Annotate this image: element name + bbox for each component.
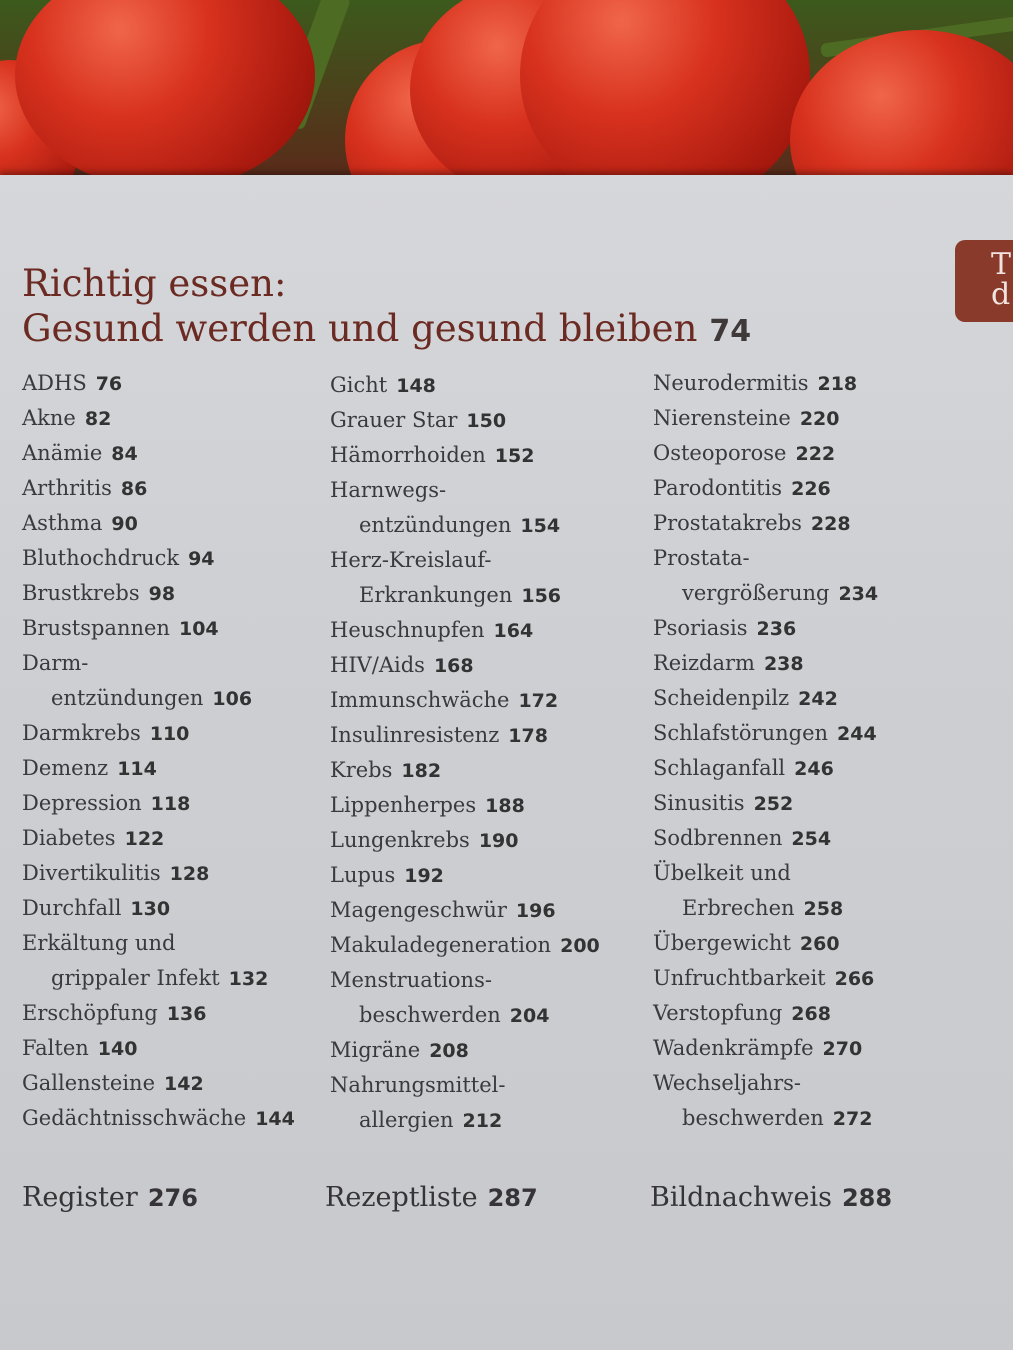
chapter-heading: [22, 261, 892, 354]
chapter-page-number: 74: [709, 313, 752, 349]
toc-entry: [330, 928, 600, 963]
toc-entry-title: Schlaganfall: [653, 756, 786, 780]
tomato-photo: [0, 0, 1013, 180]
footer-entry-page: 276: [147, 1184, 198, 1212]
toc-entry-page: 114: [117, 758, 157, 780]
toc-entry: [22, 961, 295, 996]
toc-entry-page: 218: [817, 373, 858, 395]
toc-entry-title: Psoriasis: [653, 616, 748, 640]
toc-entry-page: 260: [799, 933, 840, 955]
toc-entry: [653, 471, 878, 506]
toc-entry: [330, 718, 600, 753]
toc-entry-page: 122: [124, 828, 165, 850]
toc-entry-page: 106: [212, 688, 253, 710]
toc-entry-title: Migräne: [330, 1038, 421, 1062]
toc-entry: [22, 646, 295, 681]
toc-entry-title: Erkrankungen: [359, 583, 513, 607]
toc-entry-page: 204: [509, 1005, 550, 1027]
toc-entry: [330, 998, 600, 1033]
toc-entry: [653, 506, 878, 541]
toc-entry-page: 148: [396, 375, 436, 397]
toc-entry-title: Magengeschwür: [330, 898, 507, 922]
toc-entry: [330, 403, 600, 438]
toc-entry: [653, 1101, 878, 1136]
toc-entry-page: 258: [803, 898, 844, 920]
toc-entry-page: 268: [791, 1003, 831, 1025]
toc-entry: [22, 856, 295, 891]
toc-entry: [330, 543, 600, 578]
toc-entry-title: Lupus: [330, 863, 396, 887]
toc-entry-page: 150: [466, 410, 507, 432]
toc-entry-page: 266: [834, 968, 875, 990]
toc-entry-title: beschwerden: [682, 1106, 824, 1130]
toc-entry-title: Bluthochdruck: [22, 546, 180, 570]
toc-entry-title: Sodbrennen: [653, 826, 783, 850]
toc-entry: [330, 963, 600, 998]
toc-entry-title: Neurodermitis: [653, 371, 809, 395]
toc-entry-page: 84: [111, 443, 138, 465]
toc-entry: [653, 611, 878, 646]
toc-entry: [653, 436, 878, 471]
toc-entry: [330, 753, 600, 788]
toc-entry-page: 118: [150, 793, 191, 815]
toc-entry-page: 178: [508, 725, 548, 747]
footer-entry-register: [22, 1178, 198, 1218]
toc-entry-title: Akne: [22, 406, 76, 430]
toc-entry-page: 236: [756, 618, 797, 640]
toc-entry-title: Herz-Kreislauf-: [330, 548, 492, 572]
toc-entry-page: 182: [401, 760, 442, 782]
toc-entry-page: 76: [95, 373, 123, 395]
toc-entry-title: Wechseljahrs-: [653, 1071, 801, 1095]
toc-entry-title: Erbrechen: [682, 896, 795, 920]
toc-entry-title: Divertikulitis: [22, 861, 161, 885]
toc-entry-title: Makuladegeneration: [330, 933, 552, 957]
toc-entry-title: Gedächtnisschwäche: [22, 1106, 247, 1130]
toc-entry-page: 132: [228, 968, 269, 990]
side-tab-line1: T: [991, 247, 1012, 282]
toc-entry-title: Verstopfung: [653, 1001, 783, 1025]
toc-entry-page: 220: [799, 408, 840, 430]
chapter-heading-line1: Richtig essen:: [22, 261, 287, 305]
toc-entry-page: 242: [798, 688, 838, 710]
toc-entry-page: 192: [404, 865, 444, 887]
toc-entry-page: 238: [763, 653, 804, 675]
toc-entry-page: 168: [433, 655, 474, 677]
toc-entry-title: Arthritis: [22, 476, 112, 500]
toc-entry: [653, 646, 878, 681]
footer-entry-page: 288: [841, 1184, 893, 1212]
toc-entry: [22, 471, 295, 506]
toc-entry-title: Unfruchtbarkeit: [653, 966, 826, 990]
footer-entry-page: 287: [487, 1184, 538, 1212]
toc-entry: [330, 1068, 600, 1103]
footer-entry-rezeptliste: [325, 1178, 538, 1218]
toc-entry-title: Immunschwäche: [330, 688, 510, 712]
toc-entry-title: entzündungen: [51, 686, 204, 710]
toc-entry: [330, 473, 600, 508]
toc-entry-page: 86: [120, 478, 148, 500]
toc-entry-title: Osteoporose: [653, 441, 787, 465]
toc-entry: [653, 996, 878, 1031]
toc-entry-title: Schlafstörungen: [653, 721, 829, 745]
toc-entry: [330, 1033, 600, 1068]
toc-entry-title: beschwerden: [359, 1003, 501, 1027]
toc-entry: [22, 1031, 295, 1066]
toc-entry: [22, 996, 295, 1031]
toc-entry: [22, 1066, 295, 1101]
footer-entry-bildnachweis: [650, 1178, 892, 1218]
toc-entry: [22, 821, 295, 856]
toc-entry-page: 164: [493, 620, 534, 642]
toc-entry-title: Hämorrhoiden: [330, 443, 486, 467]
footer-entry-label: Register: [22, 1182, 138, 1213]
toc-entry-page: 190: [478, 830, 519, 852]
toc-entry-title: Nierensteine: [653, 406, 791, 430]
toc-entry-page: 94: [188, 548, 215, 570]
toc-entry: [653, 926, 878, 961]
toc-entry: [330, 613, 600, 648]
toc-entry-page: 136: [166, 1003, 207, 1025]
toc-entry: [330, 508, 600, 543]
toc-column-2: [330, 368, 600, 1138]
toc-entry-title: Prostata-: [653, 546, 750, 570]
toc-entry: [653, 716, 878, 751]
toc-entry-page: 128: [169, 863, 210, 885]
toc-entry-title: Anämie: [22, 441, 103, 465]
toc-column-1: [22, 366, 295, 1136]
toc-entry-page: 104: [178, 618, 219, 640]
toc-entry-page: 130: [130, 898, 171, 920]
toc-entry-title: Falten: [22, 1036, 89, 1060]
toc-entry-title: Gallensteine: [22, 1071, 155, 1095]
toc-entry-page: 228: [810, 513, 851, 535]
toc-entry: [22, 926, 295, 961]
toc-entry-title: Sinusitis: [653, 791, 745, 815]
toc-entry: [22, 401, 295, 436]
toc-entry: [330, 893, 600, 928]
toc-entry: [22, 436, 295, 471]
toc-entry-title: Prostatakrebs: [653, 511, 802, 535]
toc-entry-page: 244: [837, 723, 877, 745]
toc-entry-title: Reizdarm: [653, 651, 755, 675]
toc-entry-title: Nahrungsmittel-: [330, 1073, 506, 1097]
toc-entry-title: Wadenkrämpfe: [653, 1036, 814, 1060]
toc-entry-page: 270: [822, 1038, 863, 1060]
toc-entry-page: 254: [791, 828, 832, 850]
toc-entry-page: 246: [794, 758, 834, 780]
toc-entry-title: Harnwegs-: [330, 478, 447, 502]
footer-entry-label: Rezeptliste: [325, 1182, 478, 1213]
toc-entry: [330, 368, 600, 403]
toc-entry: [653, 681, 878, 716]
toc-entry-title: allergien: [359, 1108, 454, 1132]
toc-entry: [653, 1031, 878, 1066]
toc-entry-page: 252: [753, 793, 794, 815]
toc-entry: [653, 1066, 878, 1101]
toc-entry-page: 154: [520, 515, 561, 537]
toc-entry-title: Brustkrebs: [22, 581, 140, 605]
toc-entry-title: Parodontitis: [653, 476, 783, 500]
toc-entry-title: Übergewicht: [653, 931, 791, 955]
toc-entry-title: Durchfall: [22, 896, 122, 920]
toc-entry-page: 82: [84, 408, 112, 430]
toc-entry: [22, 366, 295, 401]
toc-entry-title: Erschöpfung: [22, 1001, 158, 1025]
toc-entry: [22, 576, 295, 611]
toc-entry-title: Menstruations-: [330, 968, 492, 992]
toc-entry-page: 90: [111, 513, 138, 535]
toc-entry-title: Asthma: [22, 511, 103, 535]
toc-entry: [653, 786, 878, 821]
toc-entry-title: Lippenherpes: [330, 793, 477, 817]
toc-entry: [330, 578, 600, 613]
toc-entry: [22, 681, 295, 716]
toc-entry-page: 196: [515, 900, 556, 922]
toc-entry: [22, 611, 295, 646]
toc-entry: [22, 891, 295, 926]
toc-entry-page: 234: [838, 583, 879, 605]
toc-entry-page: 142: [164, 1073, 204, 1095]
toc-entry: [653, 366, 878, 401]
toc-entry: [22, 786, 295, 821]
chapter-heading-line2: Gesund werden und gesund bleiben: [22, 306, 698, 350]
toc-entry-page: 156: [521, 585, 562, 607]
toc-entry: [330, 438, 600, 473]
toc-entry-title: Grauer Star: [330, 408, 458, 432]
toc-entry: [653, 856, 878, 891]
toc-entry-page: 212: [462, 1110, 503, 1132]
toc-entry: [330, 683, 600, 718]
toc-entry: [653, 891, 878, 926]
toc-entry-title: Darmkrebs: [22, 721, 141, 745]
toc-entry-title: entzündungen: [359, 513, 512, 537]
toc-entry-title: Insulinresistenz: [330, 723, 500, 747]
side-tab-line2: d: [991, 277, 1011, 312]
toc-entry-title: Brustspannen: [22, 616, 170, 640]
toc-entry-title: Erkältung und: [22, 931, 176, 955]
toc-entry-page: 222: [795, 443, 836, 465]
toc-entry-page: 110: [149, 723, 190, 745]
toc-entry: [22, 506, 295, 541]
toc-entry-title: grippaler Infekt: [51, 966, 220, 990]
toc-entry: [22, 716, 295, 751]
toc-entry-title: Krebs: [330, 758, 393, 782]
toc-entry-page: 208: [429, 1040, 469, 1062]
toc-entry-title: ADHS: [22, 371, 87, 395]
toc-entry: [330, 823, 600, 858]
toc-entry-page: 98: [148, 583, 176, 605]
toc-entry-title: Depression: [22, 791, 142, 815]
side-tab: [955, 240, 1013, 322]
toc-entry: [653, 751, 878, 786]
toc-entry: [22, 1101, 295, 1136]
toc-entry: [653, 541, 878, 576]
toc-entry-title: Gicht: [330, 373, 388, 397]
toc-column-3: [653, 366, 878, 1136]
toc-entry-title: vergrößerung: [682, 581, 830, 605]
toc-entry: [22, 541, 295, 576]
toc-entry-page: 172: [518, 690, 559, 712]
footer-entry-label: Bildnachweis: [650, 1182, 832, 1213]
toc-entry-title: HIV/Aids: [330, 653, 425, 677]
toc-entry: [22, 751, 295, 786]
toc-entry-page: 144: [255, 1108, 295, 1130]
toc-entry-title: Lungenkrebs: [330, 828, 470, 852]
toc-entry: [330, 788, 600, 823]
toc-entry-page: 140: [97, 1038, 138, 1060]
toc-entry-title: Diabetes: [22, 826, 116, 850]
toc-entry: [330, 648, 600, 683]
toc-entry: [330, 858, 600, 893]
toc-entry: [653, 576, 878, 611]
toc-entry-page: 272: [832, 1108, 873, 1130]
toc-entry-title: Übelkeit und: [653, 861, 791, 885]
toc-entry-page: 226: [791, 478, 831, 500]
toc-entry: [330, 1103, 600, 1138]
toc-entry-title: Darm-: [22, 651, 89, 675]
toc-entry-title: Scheidenpilz: [653, 686, 790, 710]
toc-entry-title: Heuschnupfen: [330, 618, 485, 642]
toc-entry-page: 200: [560, 935, 600, 957]
toc-entry: [653, 401, 878, 436]
toc-entry: [653, 821, 878, 856]
toc-entry-page: 188: [485, 795, 525, 817]
toc-entry-title: Demenz: [22, 756, 109, 780]
toc-entry-page: 152: [494, 445, 535, 467]
toc-entry: [653, 961, 878, 996]
